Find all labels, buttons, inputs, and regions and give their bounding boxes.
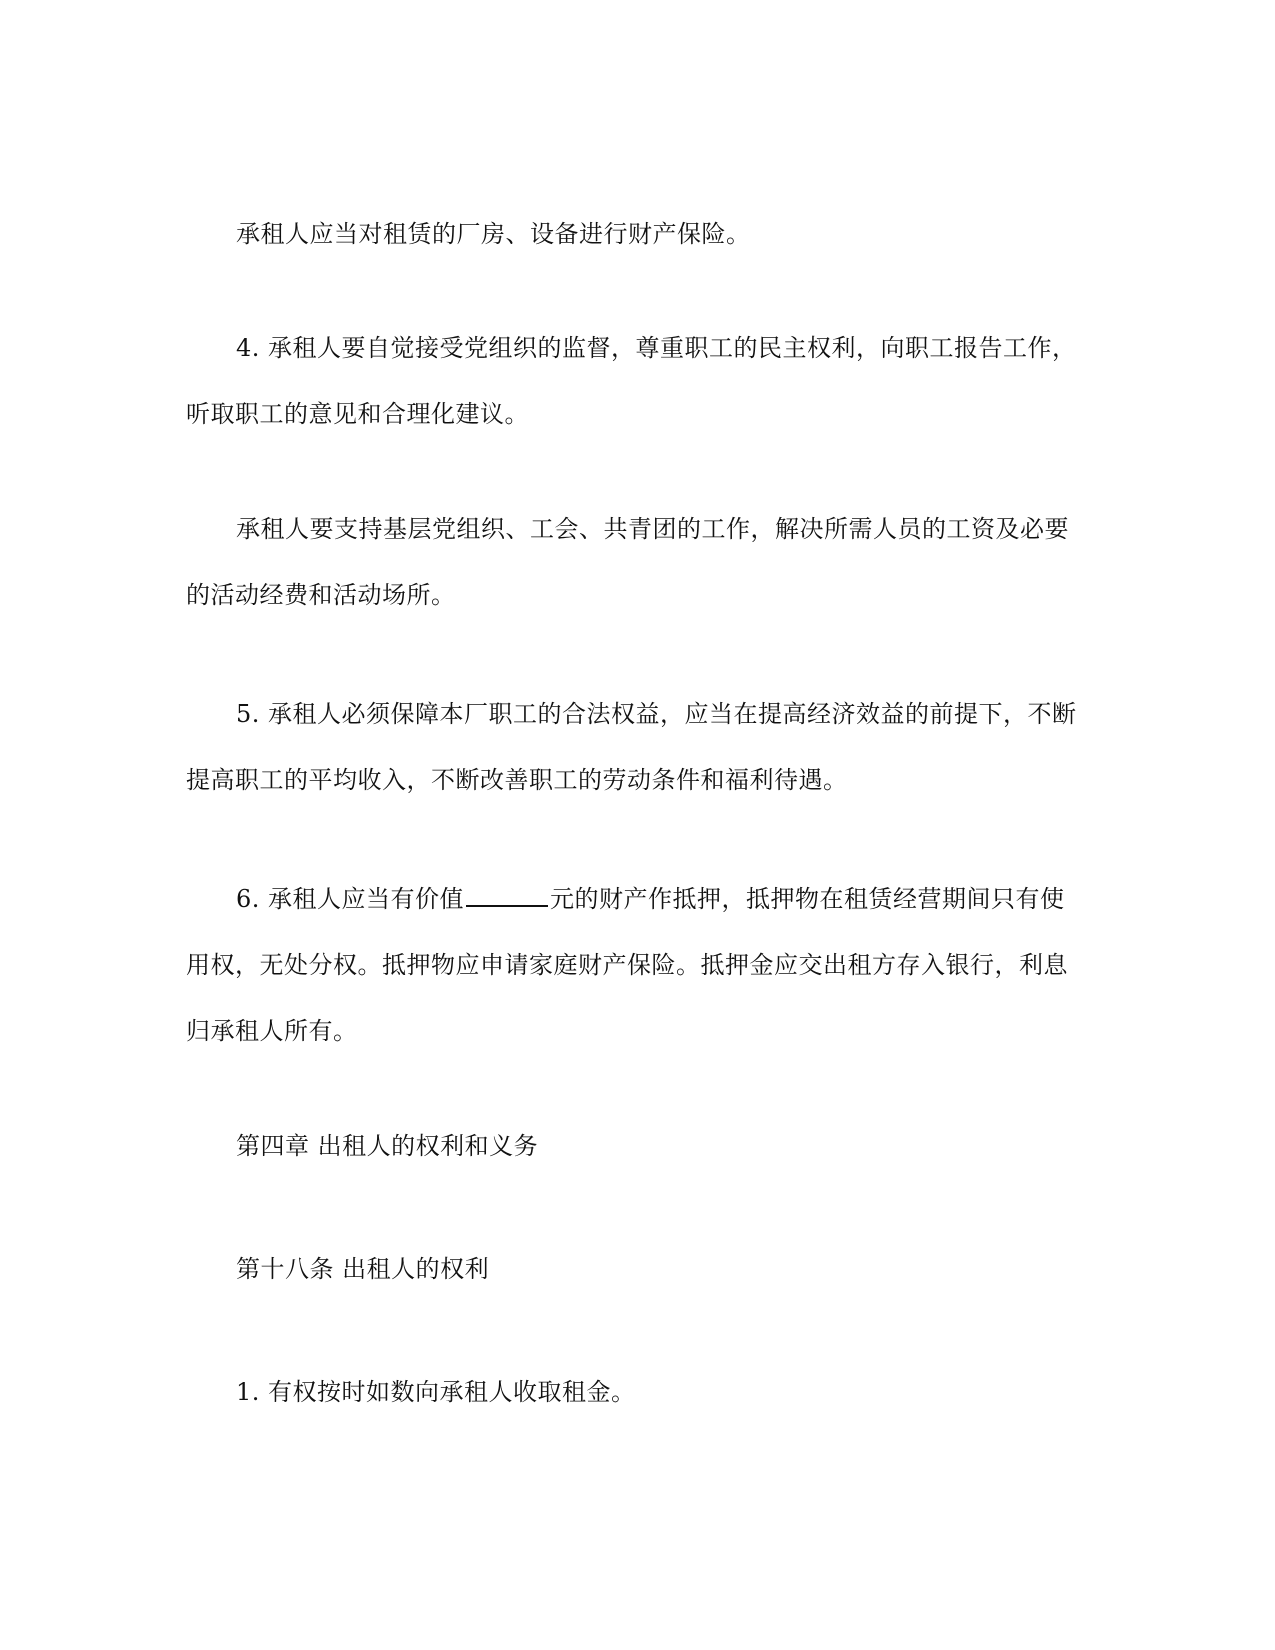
article-heading: 第十八条 出租人的权利: [236, 1255, 490, 1283]
item-6-text-before: 6. 承租人应当有价值: [236, 885, 465, 913]
item-6-text-after: 元的财产作抵押，抵押物在租赁经营期间只有使用权，无处分权。抵押物应申请家庭财产保险。抵押金应交出租方存入银行，利息归承租人所有。: [186, 885, 1068, 1045]
chapter-heading: 第四章 出租人的权利和义务: [236, 1132, 539, 1160]
paragraph-item-4: 4. 承租人要自觉接受党组织的监督，尊重职工的民主权利，向职工报告工作，听取职工的意见和合理化建议。: [186, 334, 1077, 428]
value-blank-line: [466, 883, 548, 907]
paragraph-right-1: 1. 有权按时如数向承租人收取租金。: [236, 1378, 636, 1406]
paragraph-item-6: [186, 866, 1086, 1064]
paragraph-item-5: 5. 承租人必须保障本厂职工的合法权益，应当在提高经济效益的前提下，不断提高职工的平均收入，不断改善职工的劳动条件和福利待遇。: [186, 700, 1077, 794]
paragraph-insurance: 承租人应当对租赁的厂房、设备进行财产保险。: [236, 220, 751, 248]
paragraph-support-party: 承租人要支持基层党组织、工会、共青团的工作，解决所需人员的工资及必要的活动经费和活动场所。: [186, 515, 1069, 609]
